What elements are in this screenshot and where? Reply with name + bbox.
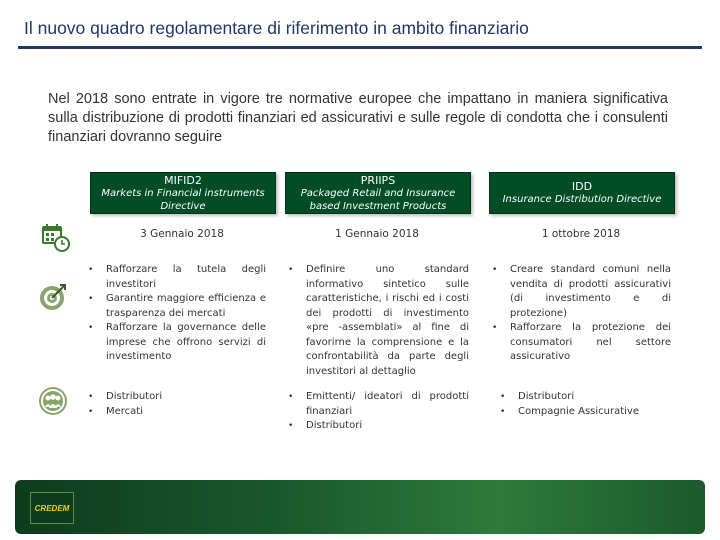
calendar-clock-icon: [40, 222, 70, 252]
list-item: • Creare standard comuni nella vendita di prodotti assicurativi (di investimento e di protezione): [490, 263, 671, 321]
header-idd: [489, 172, 675, 214]
header-name: MIFID2: [164, 173, 202, 187]
logo-text: CREDEM: [34, 503, 70, 513]
objectives-priips: [286, 263, 469, 379]
objectives-mifid2: [86, 263, 266, 365]
header-mifid2: [90, 172, 276, 214]
header-name: IDD: [571, 180, 593, 193]
objectives-idd: [490, 263, 671, 365]
list-item: • Emittenti/ ideatori di prodotti finanziari: [286, 390, 469, 419]
list-item: • Mercati: [86, 405, 266, 420]
subjects-idd: [498, 390, 679, 419]
subjects-priips: [286, 390, 469, 434]
slide-title: Il nuovo quadro regolamentare di riferimento in ambito finanziario: [24, 18, 529, 38]
header-name: PRIIPS: [360, 173, 396, 187]
list-item: • Compagnie Assicurative: [498, 405, 679, 420]
subjects-mifid2: [86, 390, 266, 419]
target-icon: [38, 282, 68, 312]
date-priips: 1 Gennaio 2018: [335, 228, 419, 240]
list-item: • Distributori: [86, 390, 266, 405]
credem-logo: [30, 492, 74, 524]
list-item: • Garantire maggiore efficienza e trasparenza dei mercati: [86, 292, 266, 321]
list-item: • Rafforzare la tutela degli investitori: [86, 263, 266, 292]
header-full-name: Insurance Distribution Directive: [502, 194, 662, 205]
list-item: • Distributori: [498, 390, 679, 405]
footer-band: [15, 480, 705, 534]
header-full-name: Markets in Financial instruments Directive: [101, 187, 265, 212]
date-mifid2: 3 Gennaio 2018: [140, 228, 224, 240]
intro-paragraph: Nel 2018 sono entrate in vigore tre normative europee che impattano in maniera significativa sulla distribuzione di prodotti finanziari ed assicurativi e sulle regole di condotta che i consulenti finanziari dovranno seguire: [48, 91, 668, 145]
header-priips: [285, 172, 471, 214]
list-item: • Rafforzare la governance delle imprese che offrono servizi di investimento: [86, 321, 266, 365]
list-item: • Definire uno standard informativo sintetico sulle caratteristiche, i rischi ed i costi dei prodotti di investimento «pre -assemblati» al fine di favorirne la comprensione e la confrontabilità da parte degli investitori al dettaglio: [286, 263, 469, 379]
people-group-icon: [38, 386, 68, 416]
date-idd: 1 ottobre 2018: [541, 228, 621, 240]
title-divider: [18, 46, 702, 49]
list-item: • Rafforzare la protezione dei consumatori nel settore assicurativo: [490, 321, 671, 365]
list-item: • Distributori: [286, 419, 469, 434]
header-full-name: Packaged Retail and Insurance based Investment Products: [300, 187, 456, 212]
